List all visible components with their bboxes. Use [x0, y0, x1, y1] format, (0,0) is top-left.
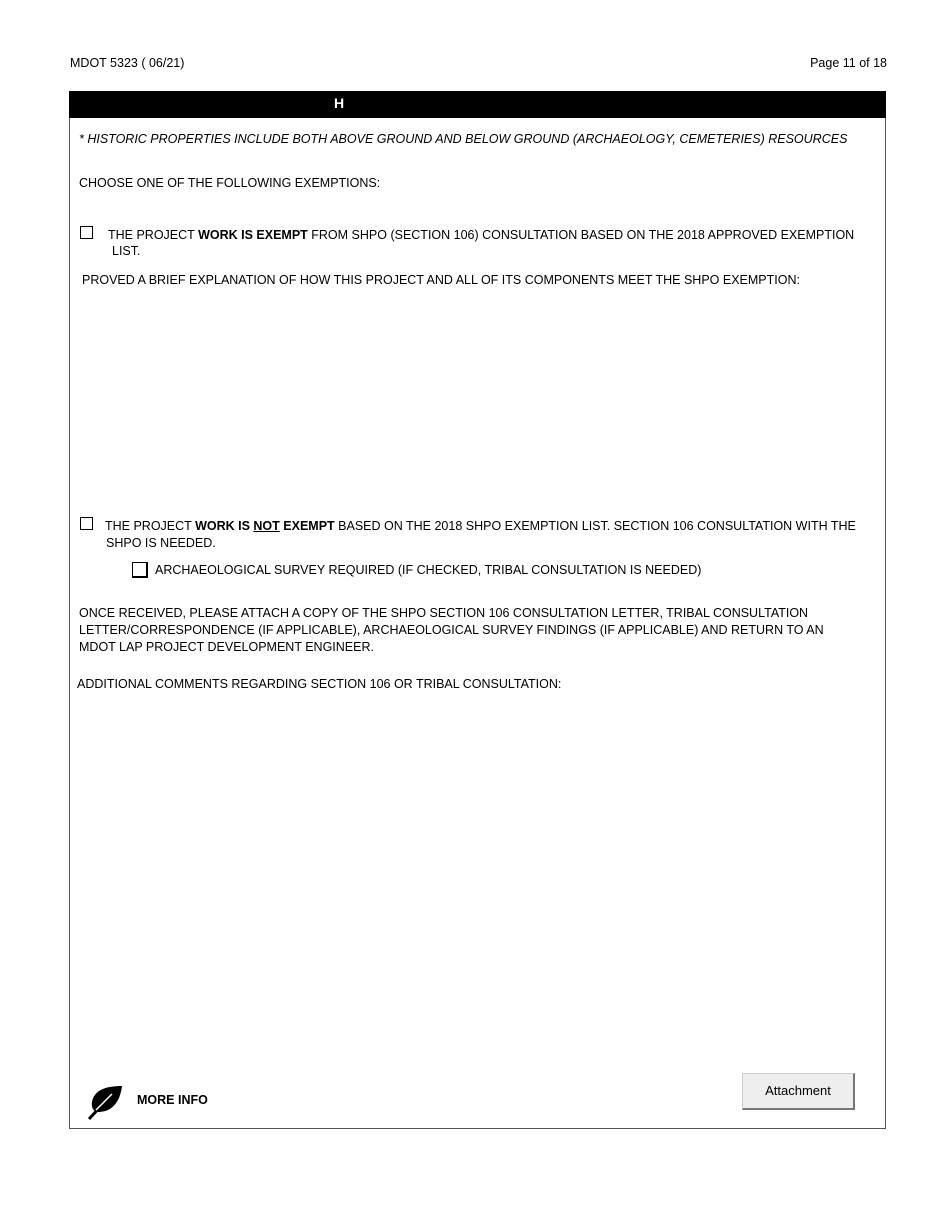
- comments-field[interactable]: [79, 697, 879, 1057]
- page-number: Page 11 of 18: [810, 56, 887, 70]
- section-header: [69, 91, 886, 118]
- form-id: MDOT 5323 ( 06/21): [70, 56, 185, 70]
- not-exempt-option-line2: SHPO IS NEEDED.: [106, 536, 216, 550]
- archaeological-survey-checkbox[interactable]: [132, 562, 148, 578]
- more-info-link[interactable]: MORE INFO: [137, 1093, 208, 1107]
- exempt-option-label: THE PROJECT WORK IS EXEMPT FROM SHPO (SECTION 106) CONSULTATION BASED ON THE 2018 APPROVED EXEMPTION: [108, 228, 855, 242]
- not-exempt-option-label: THE PROJECT WORK IS NOT EXEMPT BASED ON THE 2018 SHPO EXEMPTION LIST. SECTION 106 CONSULTATION WITH THE: [105, 519, 856, 533]
- not-exempt-checkbox[interactable]: [80, 517, 93, 530]
- historic-note: * HISTORIC PROPERTIES INCLUDE BOTH ABOVE GROUND AND BELOW GROUND (ARCHAEOLOGY, CEMETERIES) RESOURCES: [79, 132, 848, 146]
- attachment-button[interactable]: Attachment: [742, 1073, 855, 1110]
- leaf-icon[interactable]: [86, 1084, 124, 1120]
- section-title: H: [334, 95, 345, 111]
- explanation-field[interactable]: [79, 292, 879, 502]
- choose-label: CHOOSE ONE OF THE FOLLOWING EXEMPTIONS:: [79, 176, 381, 190]
- explanation-label: PROVED A BRIEF EXPLANATION OF HOW THIS PROJECT AND ALL OF ITS COMPONENTS MEET THE SHPO EXEMPTION:: [82, 273, 800, 287]
- archaeological-survey-label: ARCHAEOLOGICAL SURVEY REQUIRED (IF CHECKED, TRIBAL CONSULTATION IS NEEDED): [155, 563, 702, 577]
- attach-instructions: ONCE RECEIVED, PLEASE ATTACH A COPY OF THE SHPO SECTION 106 CONSULTATION LETTER, TRIBAL CONSULTATION LETTER/CORRESPONDENCE (IF APPLICABLE), ARCHAEOLOGICAL SURVEY FINDINGS (IF APPLICABLE) AND RETURN TO AN MDOT LAP PROJECT DEVELOPMENT ENGINEER.: [79, 606, 824, 654]
- exempt-option-line2: LIST.: [112, 244, 141, 258]
- exempt-checkbox[interactable]: [80, 226, 93, 239]
- comments-label: ADDITIONAL COMMENTS REGARDING SECTION 106 OR TRIBAL CONSULTATION:: [77, 677, 562, 691]
